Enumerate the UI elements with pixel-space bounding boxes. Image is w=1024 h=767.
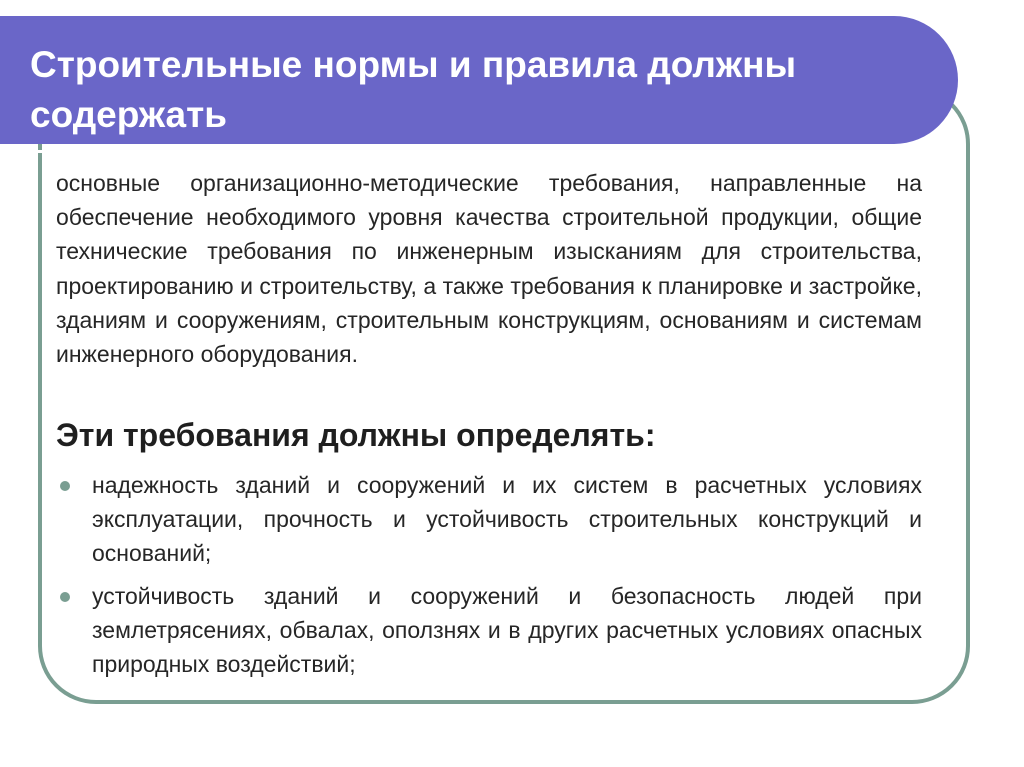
title-underline	[0, 150, 905, 153]
requirements-heading: Эти требования должны определять:	[56, 417, 656, 453]
list-item	[56, 468, 922, 571]
list-item	[56, 579, 922, 682]
bullet-icon	[60, 592, 70, 602]
bullet-icon	[60, 481, 70, 491]
title-bar	[0, 16, 958, 144]
intro-paragraph: основные организационно-методические требования, направленные на обеспечение необходимого уровня качества строительной продукции, общие технические требования по инженерным изысканиям для строительства, проектированию и строительству, а также требования к планировке и застройке, зданиям и сооружениям, строительным конструкциям, основаниям и системам инженерного оборудования.	[56, 170, 922, 368]
slide-title: Строительные нормы и правила должны содержать	[30, 44, 797, 135]
list-item-text: устойчивость зданий и сооружений и безопасность людей при землетрясениях, обвалах, оползнях и в других расчетных условиях опасных природных воздействий;	[92, 582, 922, 678]
list-item-text: надежность зданий и сооружений и их систем в расчетных условиях эксплуатации, прочность и устойчивость строительных конструкций и оснований;	[92, 472, 922, 567]
requirements-list	[56, 468, 922, 689]
